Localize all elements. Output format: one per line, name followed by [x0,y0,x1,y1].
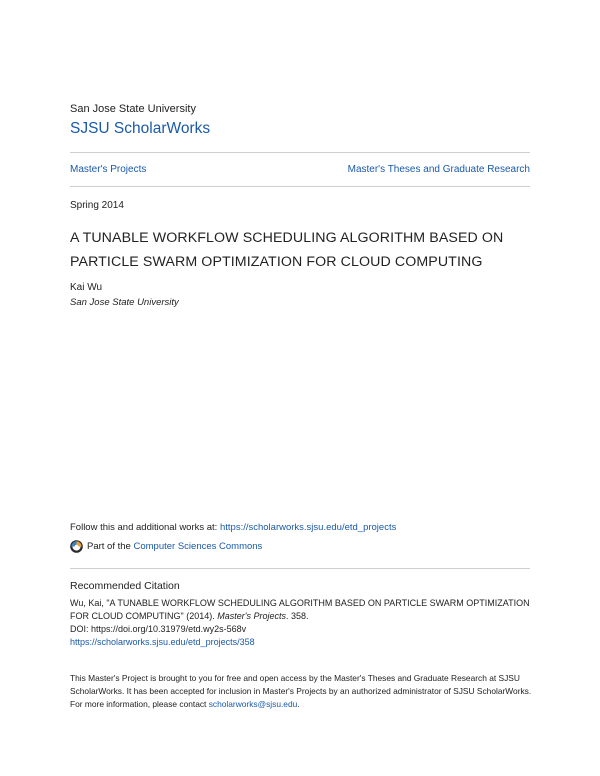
citation-body [70,597,540,649]
citation-doi: DOI: https://doi.org/10.31979/etd.wy2s-568v [70,624,247,634]
part-of-line [70,540,262,553]
divider-citation [70,568,530,569]
follow-link[interactable]: https://scholarworks.sjsu.edu/etd_projects [219,522,397,533]
repository-link[interactable]: SJSU ScholarWorks [70,120,211,137]
divider-breadcrumb [70,186,530,187]
citation-text: Wu, Kai, "A TUNABLE WORKFLOW SCHEDULING ALGORITHM BASED ON PARTICLE SWARM OPTIMIZATION FOR CLOUD COMPUTING" (2014). [70,598,530,621]
access-statement [70,672,540,711]
access-end: . [297,699,300,709]
breadcrumb-theses-research[interactable]: Master's Theses and Graduate Research [347,164,530,175]
follow-line [70,522,396,533]
citation-url-link[interactable]: https://scholarworks.sjsu.edu/etd_projects/358 [70,637,255,647]
part-of-prefix: Part of the [87,541,131,552]
commons-network-icon [70,540,83,553]
citation-number: . 358. [285,611,309,621]
document-title: A TUNABLE WORKFLOW SCHEDULING ALGORITHM BASED ON PARTICLE SWARM OPTIMIZATION FOR CLOUD COMPUTING [70,230,504,270]
breadcrumb-masters-projects[interactable]: Master's Projects [70,164,147,175]
access-text: This Master's Project is brought to you for free and open access by the Master's Theses and Graduate Research at SJSU ScholarWorks. It has been accepted for inclusion in Master's Projects by an authorized administrator of SJSU ScholarWorks. For more information, please contact [70,673,532,709]
citation-series: Master's Projects [217,611,286,621]
contact-email-link[interactable]: scholarworks@sjsu.edu [208,699,298,709]
follow-prefix: Follow this and additional works at: [70,522,220,533]
institution-name: San Jose State University [70,103,196,115]
publication-date: Spring 2014 [70,200,124,211]
computer-sciences-commons-link[interactable]: Computer Sciences Commons [133,541,263,552]
author-affiliation: San Jose State University [70,297,179,308]
citation-heading: Recommended Citation [70,580,180,592]
author-name: Kai Wu [70,282,103,293]
divider-top [70,152,530,153]
